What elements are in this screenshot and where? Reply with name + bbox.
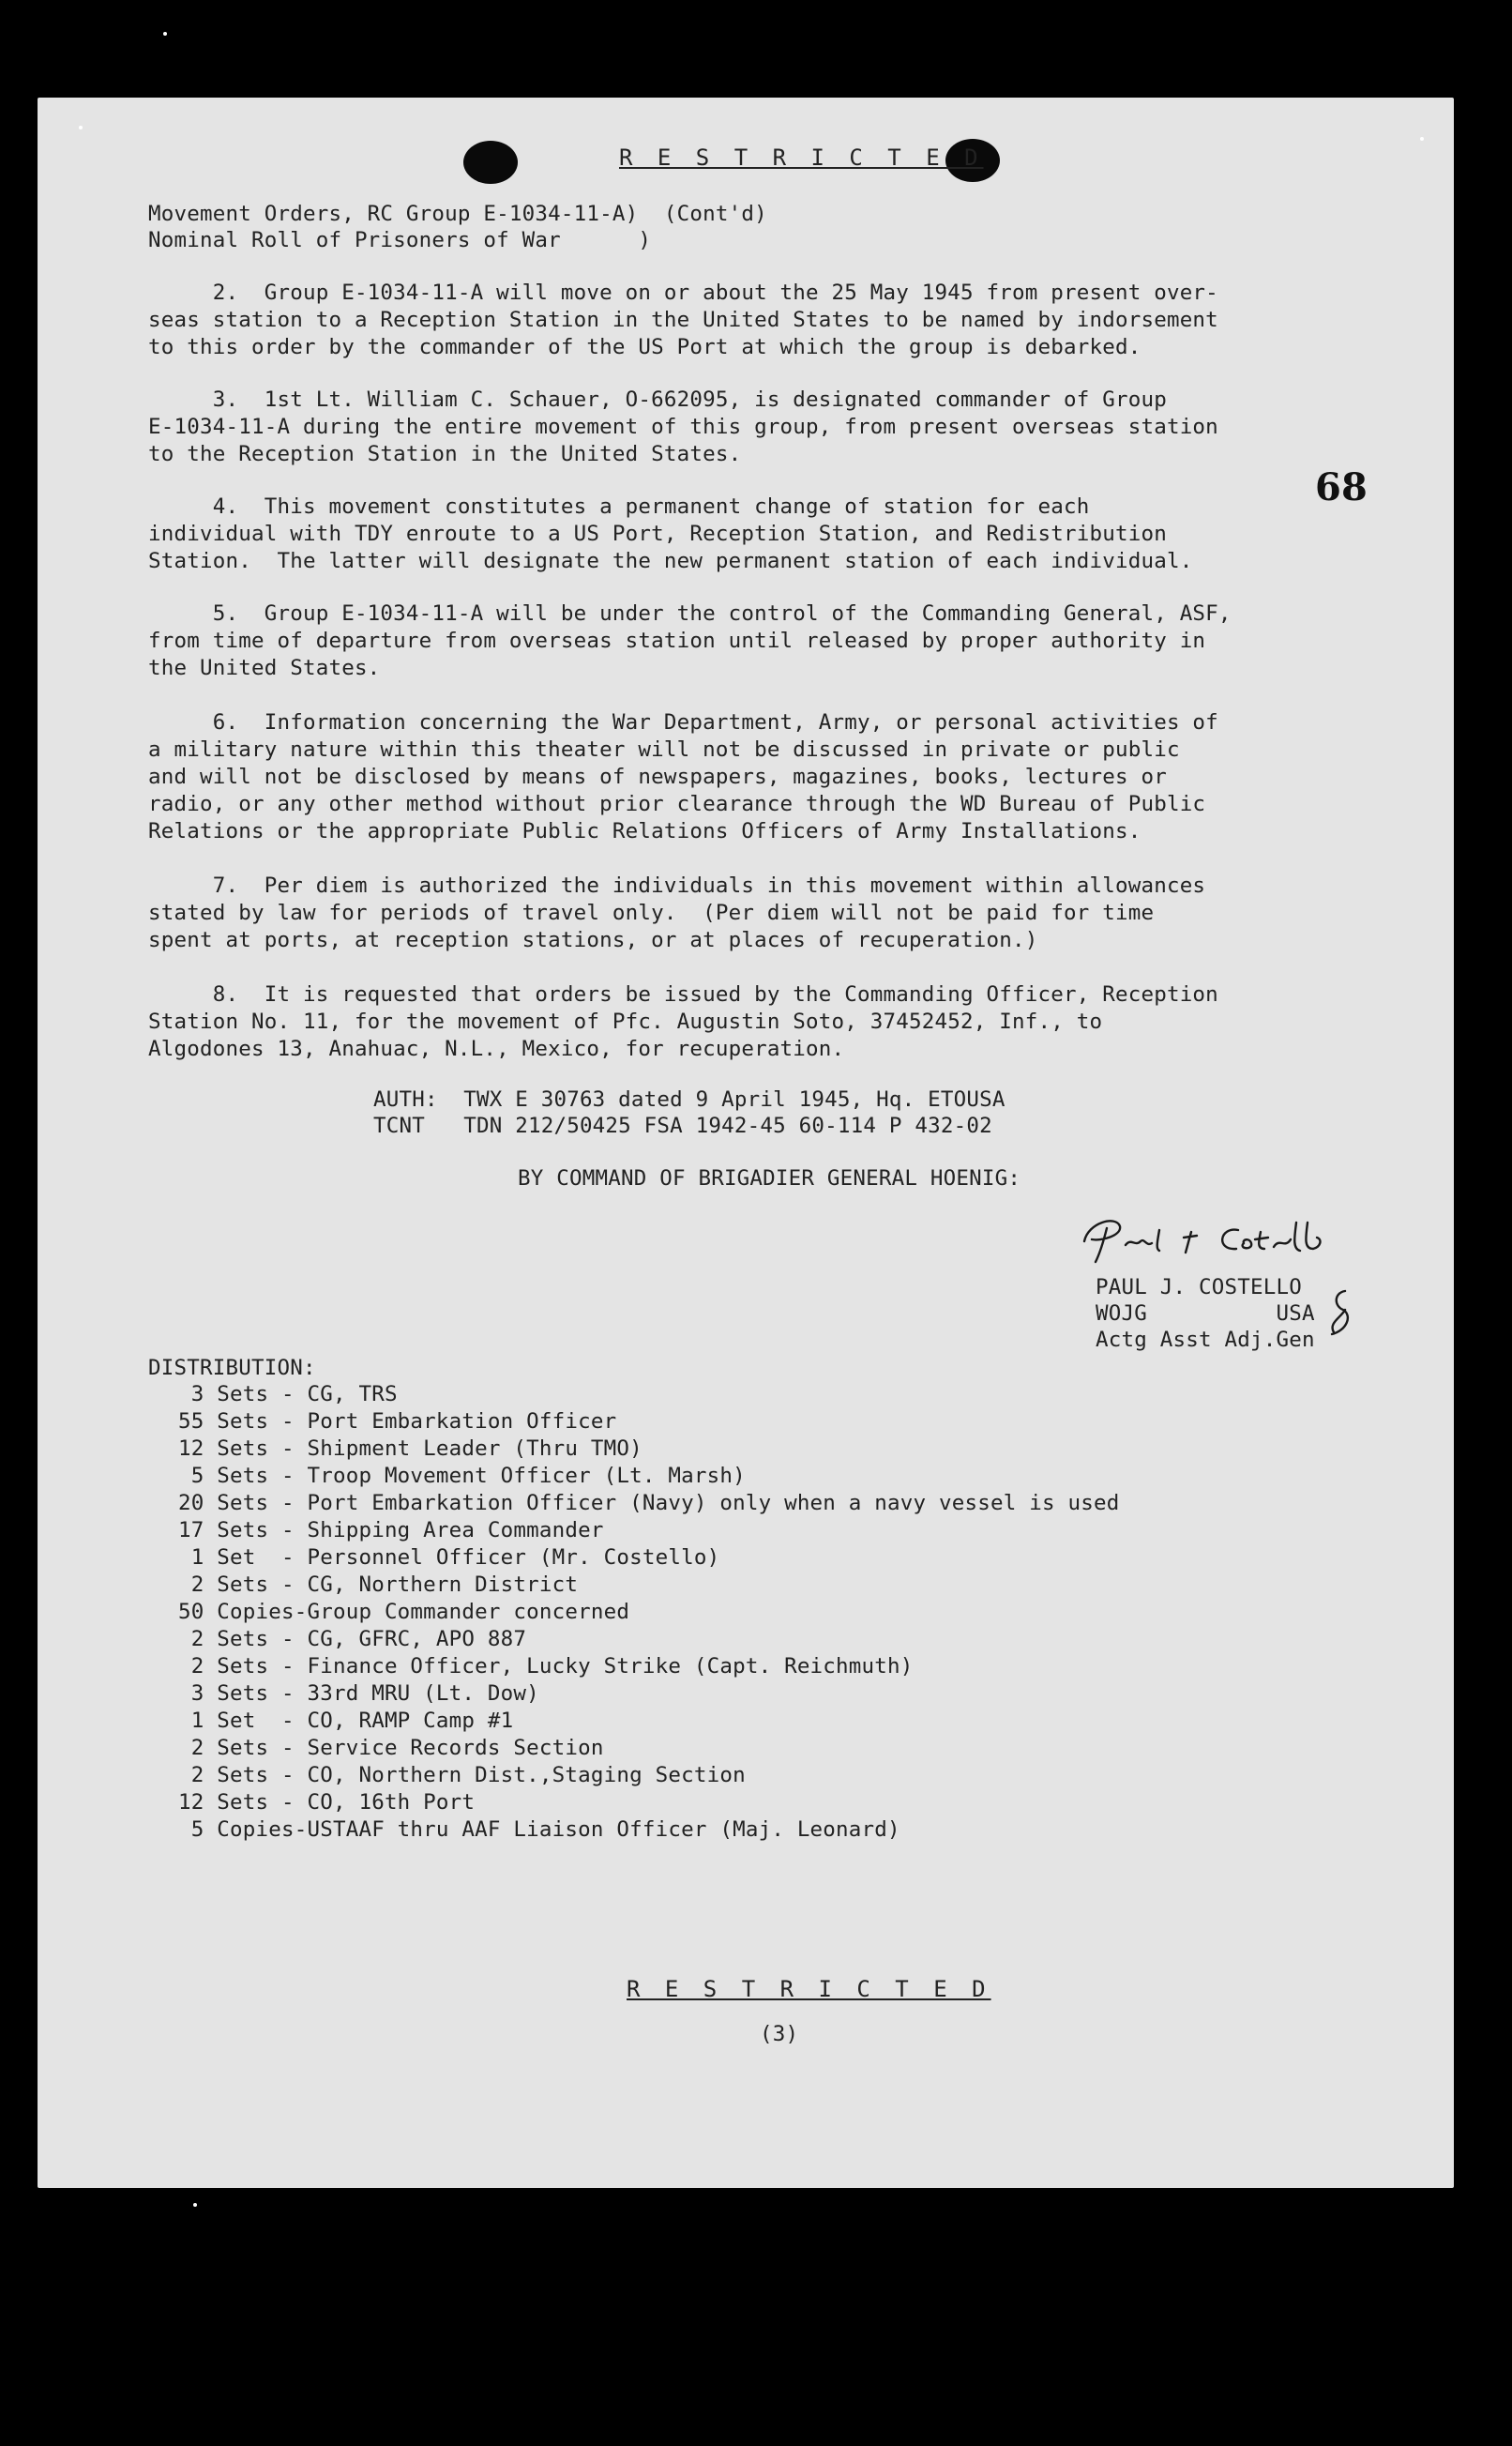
paragraph-8-line: Algodones 13, Anahuac, N.L., Mexico, for recuperation.: [148, 1037, 845, 1061]
paragraph-3-line: to the Reception Station in the United States.: [148, 442, 742, 466]
document-body: [38, 98, 1454, 2188]
signer-name: PAUL J. COSTELLO: [1096, 1275, 1302, 1299]
footer-page-number: (3): [760, 2022, 799, 2046]
paragraph-2-line: seas station to a Reception Station in the United States to be named by indorsement: [148, 308, 1218, 332]
page-number-stamp: 68: [1315, 465, 1368, 509]
paragraph-4-line: individual with TDY enroute to a US Port, Reception Station, and Redistribution: [148, 522, 1167, 546]
paragraph-7-line: spent at ports, at reception stations, or at places of recuperation.): [148, 928, 1038, 952]
paragraph-5-line: from time of departure from overseas station until released by proper authority in: [148, 629, 1206, 653]
distribution-item: 5 Sets - Troop Movement Officer (Lt. Marsh): [178, 1464, 746, 1488]
scan-speck: [79, 126, 83, 129]
distribution-item: 2 Sets - CG, GFRC, APO 887: [178, 1627, 527, 1651]
header-restricted: R E S T R I C T E D: [619, 144, 984, 171]
distribution-item: 12 Sets - CO, 16th Port: [178, 1790, 476, 1815]
distribution-item: 5 Copies-USTAAF thru AAF Liaison Officer (Maj. Leonard): [178, 1817, 900, 1842]
footer-restricted: R E S T R I C T E D: [627, 1976, 991, 2002]
paragraph-7-line: stated by law for periods of travel only. (Per diem will not be paid for time: [148, 901, 1155, 925]
distribution-item: 2 Sets - CG, Northern District: [178, 1572, 579, 1597]
paragraph-5-line: the United States.: [148, 656, 381, 680]
paragraph-3-line: 3. 1st Lt. William C. Schauer, O-662095, is designated commander of Group: [148, 387, 1167, 412]
paragraph-2-line: to this order by the commander of the US Port at which the group is debarked.: [148, 335, 1142, 359]
paragraph-7-line: 7. Per diem is authorized the individuals in this movement within allowances: [148, 874, 1206, 898]
paragraph-8-line: Station No. 11, for the movement of Pfc. Augustin Soto, 37452452, Inf., to: [148, 1010, 1103, 1034]
distribution-label: DISTRIBUTION:: [148, 1356, 316, 1380]
distribution-item: 3 Sets - CG, TRS: [178, 1382, 398, 1406]
distribution-item: 2 Sets - Service Records Section: [178, 1736, 604, 1760]
auth-line: TCNT TDN 212/50425 FSA 1942-45 60-114 P 432-02: [373, 1114, 992, 1138]
document-page: [38, 98, 1454, 2188]
auth-line: AUTH: TWX E 30763 dated 9 April 1945, Hq. ETOUSA: [373, 1087, 1005, 1112]
distribution-item: 3 Sets - 33rd MRU (Lt. Dow): [178, 1681, 539, 1706]
distribution-item: 12 Sets - Shipment Leader (Thru TMO): [178, 1436, 643, 1461]
scan-speck: [163, 32, 167, 36]
signer-rank: WOJG USA: [1096, 1301, 1315, 1326]
paragraph-4-line: 4. This movement constitutes a permanent change of station for each: [148, 494, 1090, 519]
paragraph-8-line: 8. It is requested that orders be issued by the Commanding Officer, Reception: [148, 982, 1218, 1007]
distribution-item: 1 Set - Personnel Officer (Mr. Costello): [178, 1545, 720, 1570]
title-line-1: Movement Orders, RC Group E-1034-11-A) (Cont'd): [148, 202, 767, 226]
title-line-2: Nominal Roll of Prisoners of War ): [148, 228, 652, 252]
paragraph-6-line: 6. Information concerning the War Department, Army, or personal activities of: [148, 710, 1218, 735]
command-line: BY COMMAND OF BRIGADIER GENERAL HOENIG:: [518, 1166, 1021, 1191]
signer-title: Actg Asst Adj.Gen: [1096, 1328, 1315, 1352]
distribution-item: 2 Sets - CO, Northern Dist.,Staging Section: [178, 1763, 746, 1787]
distribution-item: 50 Copies-Group Commander concerned: [178, 1600, 630, 1624]
distribution-item: 55 Sets - Port Embarkation Officer: [178, 1409, 617, 1434]
distribution-item: 2 Sets - Finance Officer, Lucky Strike (Capt. Reichmuth): [178, 1654, 914, 1679]
paragraph-2-line: 2. Group E-1034-11-A will move on or about the 25 May 1945 from present over-: [148, 281, 1218, 305]
scan-speck: [1420, 137, 1424, 141]
paragraph-6-line: and will not be disclosed by means of newspapers, magazines, books, lectures or: [148, 765, 1167, 789]
paragraph-6-line: radio, or any other method without prior clearance through the WD Bureau of Public: [148, 792, 1206, 816]
distribution-item: 20 Sets - Port Embarkation Officer (Navy) only when a navy vessel is used: [178, 1491, 1120, 1515]
handwritten-initial: [1321, 1285, 1358, 1342]
paragraph-4-line: Station. The latter will designate the new permanent station of each individual.: [148, 549, 1193, 573]
distribution-item: 1 Set - CO, RAMP Camp #1: [178, 1709, 514, 1733]
paragraph-3-line: E-1034-11-A during the entire movement of this group, from present overseas station: [148, 415, 1218, 439]
paragraph-5-line: 5. Group E-1034-11-A will be under the control of the Commanding General, ASF,: [148, 601, 1232, 626]
paragraph-6-line: Relations or the appropriate Public Relations Officers of Army Installations.: [148, 819, 1142, 843]
paragraph-6-line: a military nature within this theater will not be discussed in private or public: [148, 737, 1180, 762]
scan-speck: [193, 2203, 197, 2207]
distribution-item: 17 Sets - Shipping Area Commander: [178, 1518, 604, 1542]
handwritten-signature: [1079, 1209, 1388, 1266]
